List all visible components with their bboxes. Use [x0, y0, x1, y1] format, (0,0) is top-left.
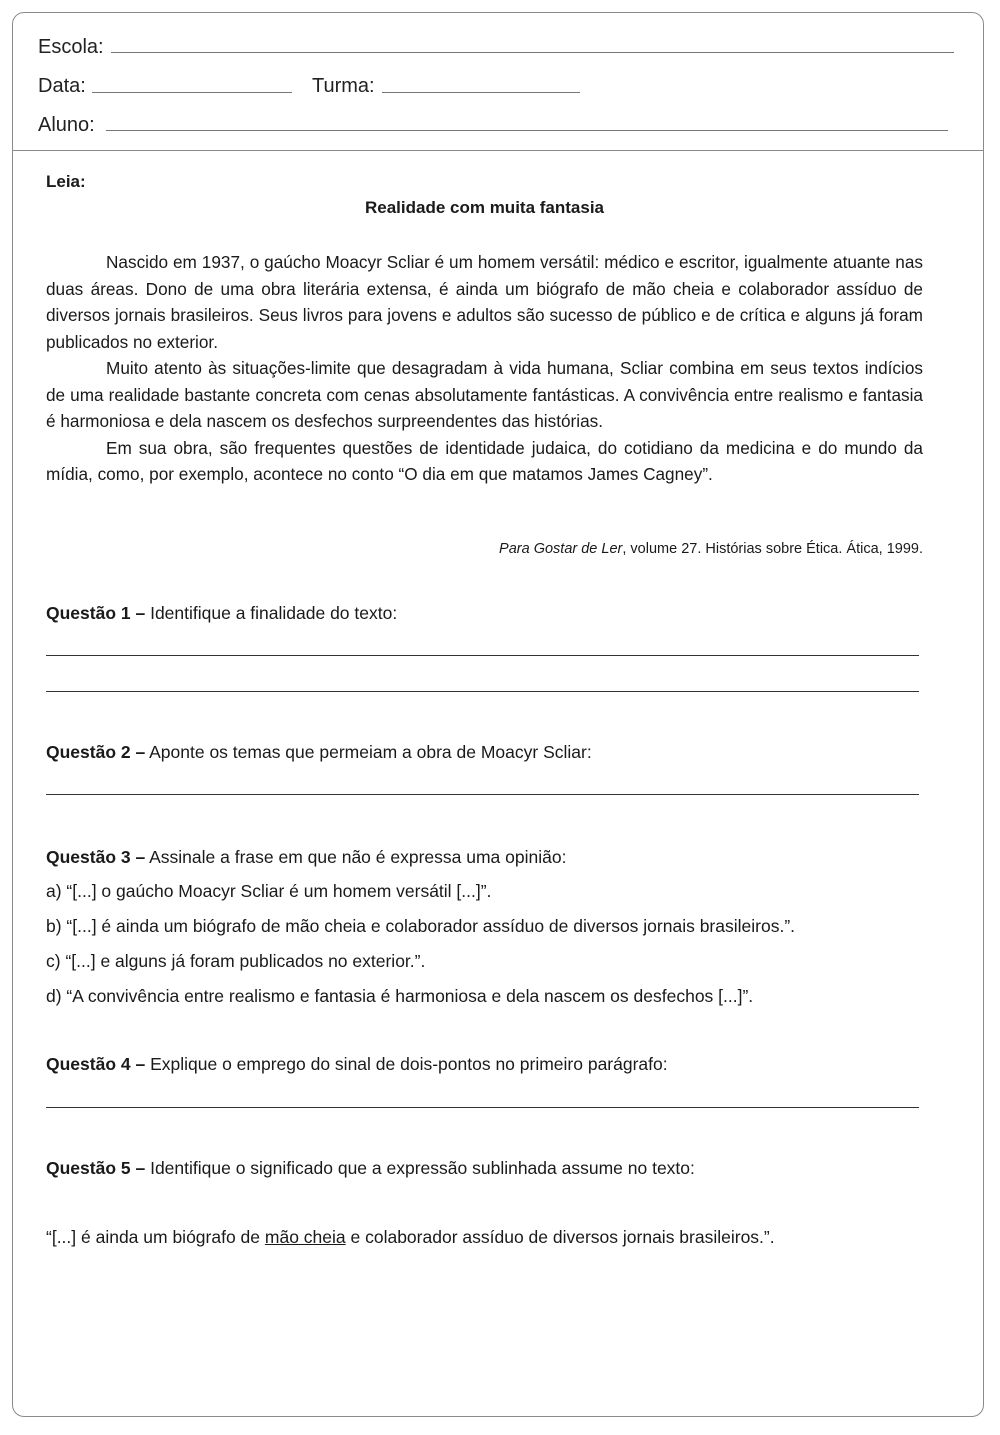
- question-2: [46, 740, 592, 764]
- reading-text: [46, 249, 923, 488]
- question-text: Identifique o significado que a expressão sublinhada assume no texto:: [145, 1158, 695, 1178]
- worksheet-frame: [12, 12, 984, 1417]
- paragraph: Em sua obra, são frequentes questões de identidade judaica, do cotidiano da medicina e do mundo da mídia, como, por exemplo, acontece no conto “O dia em que matamos James Cagney”.: [46, 437, 923, 484]
- paragraph: Muito atento às situações-limite que desagradam à vida humana, Scliar combina em seus textos indícios de uma realidade bastante concreta com cenas absolutamente fantásticas. A convivência entre realismo e fantasia é harmoniosa e dela nascem os desfechos surpreendentes das histórias.: [46, 358, 923, 431]
- question-label: Questão 5 –: [46, 1158, 146, 1178]
- quote-before: “[...] é ainda um biógrafo de: [46, 1227, 265, 1247]
- quote-after: e colaborador assíduo de diversos jornais brasileiros.”.: [345, 1227, 775, 1247]
- option-d[interactable]: d) “A convivência entre realismo e fantasia é harmoniosa e dela nascem os desfechos [...]”.: [46, 986, 754, 1006]
- question-text: Aponte os temas que permeiam a obra de Moacyr Scliar:: [145, 742, 592, 762]
- question-text: Explique o emprego do sinal de dois-pontos no primeiro parágrafo:: [145, 1054, 668, 1074]
- source-citation: [499, 541, 923, 557]
- question-1: [46, 601, 397, 625]
- question-5: [46, 1156, 695, 1180]
- option-b[interactable]: b) “[...] é ainda um biógrafo de mão cheia e colaborador assíduo de diversos jornais brasileiros.”.: [46, 916, 796, 936]
- data-label: Data:: [38, 75, 86, 97]
- answer-line[interactable]: [46, 794, 919, 795]
- question-3: [46, 845, 566, 869]
- question-label: Questão 2 –: [46, 742, 146, 762]
- question-4: [46, 1052, 668, 1076]
- answer-line[interactable]: [46, 691, 919, 692]
- source-book-title: Para Gostar de Ler: [499, 541, 623, 557]
- question-label: Questão 1 –: [46, 603, 146, 623]
- turma-label: Turma:: [312, 75, 375, 97]
- turma-field[interactable]: [382, 92, 580, 93]
- question-label: Questão 4 –: [46, 1054, 146, 1074]
- question-text: Identifique a finalidade do texto:: [145, 603, 398, 623]
- source-details: , volume 27. Histórias sobre Ética. Ática, 1999.: [622, 541, 923, 557]
- question-5-quote: [46, 1225, 775, 1249]
- header-divider: [13, 150, 983, 151]
- aluno-field[interactable]: [106, 130, 948, 131]
- data-field[interactable]: [92, 92, 292, 93]
- escola-label: Escola:: [38, 36, 104, 58]
- underlined-expression: mão cheia: [264, 1227, 346, 1247]
- paragraph: Nascido em 1937, o gaúcho Moacyr Scliar é um homem versátil: médico e escritor, igualmente atuante nas duas áreas. Dono de uma obra literária extensa, é ainda um biógrafo de mão cheia e colaborador assíduo de diversos jornais brasileiros. Seus livros para jovens e adultos são sucesso de público e de crítica e alguns já foram publicados no exterior.: [46, 252, 923, 352]
- question-label: Questão 3 –: [46, 847, 146, 867]
- reading-title: Realidade com muita fantasia: [364, 198, 605, 217]
- aluno-label: Aluno:: [38, 114, 95, 136]
- question-text: Assinale a frase em que não é expressa uma opinião:: [145, 847, 567, 867]
- escola-field[interactable]: [111, 52, 954, 53]
- reading-instruction: Leia:: [46, 172, 86, 191]
- option-a[interactable]: a) “[...] o gaúcho Moacyr Scliar é um homem versátil [...]”.: [46, 881, 492, 901]
- option-c[interactable]: c) “[...] e alguns já foram publicados no exterior.”.: [46, 951, 426, 971]
- answer-line[interactable]: [46, 1107, 919, 1108]
- answer-line[interactable]: [46, 655, 919, 656]
